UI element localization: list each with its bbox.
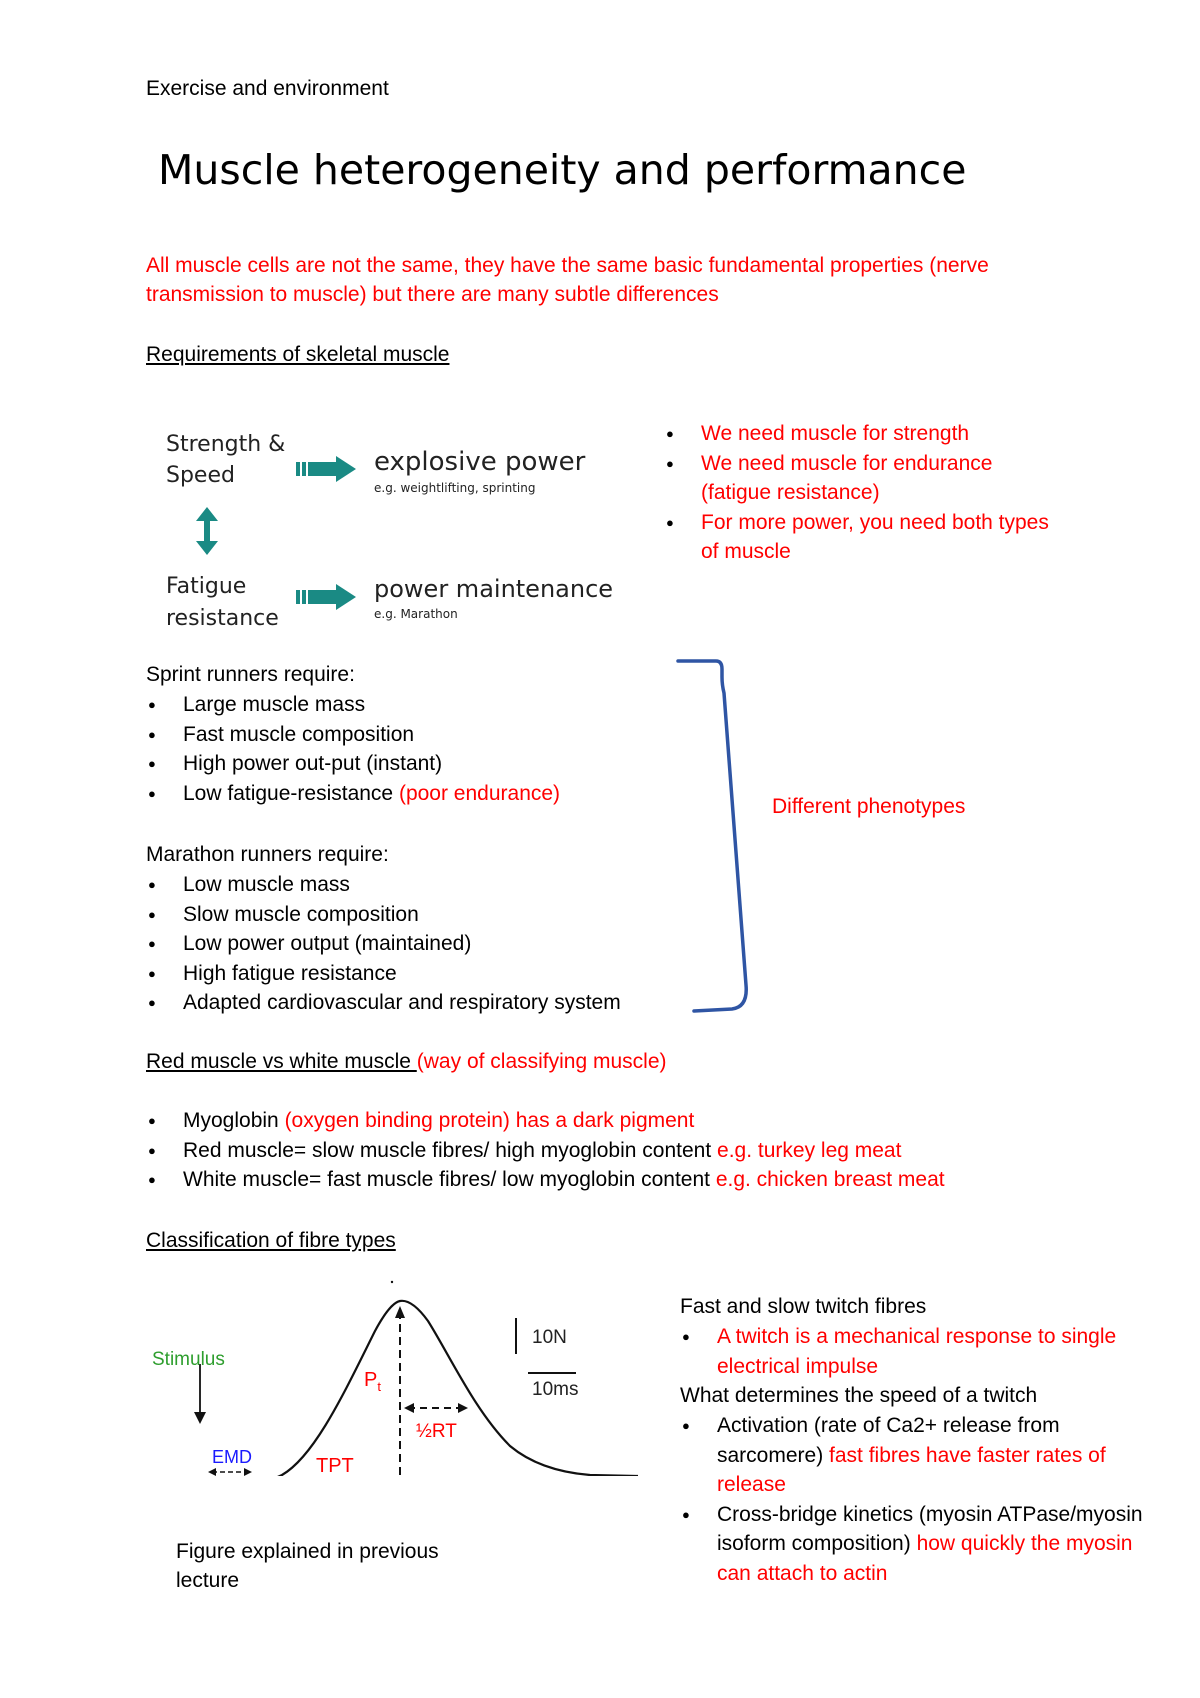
item-text-red: release	[717, 1473, 786, 1497]
pt-label	[364, 1368, 381, 1399]
item-text: White muscle= fast muscle fibres/ low myoglobin content	[183, 1168, 716, 1192]
classification-heading: Classification of fibre types	[146, 1229, 396, 1252]
marathon-heading: Marathon runners require:	[146, 843, 389, 866]
red-white-heading	[146, 1047, 667, 1076]
item-text: isoform composition)	[717, 1532, 917, 1556]
different-phenotypes-label: Different phenotypes	[772, 795, 966, 818]
power-maintenance-label: power maintenance	[374, 575, 614, 603]
emd-label: EMD	[212, 1447, 252, 1467]
tpt-label: TPT	[316, 1455, 354, 1477]
scale-time-label: 10ms	[532, 1379, 579, 1400]
figure-caption-2: lecture	[176, 1569, 240, 1592]
sprint-item: ● Large muscle mass	[146, 690, 560, 720]
red-white-list	[146, 1106, 945, 1195]
item-text-red: e.g. chicken breast meat	[715, 1168, 945, 1192]
strength-label-2: Speed	[166, 463, 235, 488]
item-text-red: (oxygen binding protein) has a dark pigment	[284, 1109, 695, 1132]
arrow-maintenance-icon	[296, 582, 358, 612]
requirements-heading: Requirements of skeletal muscle	[146, 343, 450, 366]
speed-item-activation	[680, 1411, 1143, 1500]
item-text-red: fast fibres have faster rates of	[829, 1443, 1106, 1467]
note-text: We need muscle for endurance	[701, 451, 993, 475]
sprint-item: ● High power out-put (instant)	[146, 749, 560, 779]
item-text: sarcomere)	[717, 1443, 830, 1467]
item-text-red: how quickly the myosin	[916, 1532, 1133, 1556]
intro-line-1: All muscle cells are not the same, they have the same basic fundamental properties (nerve	[146, 254, 989, 277]
page-title: Muscle heterogeneity and performance	[158, 146, 967, 194]
marathon-item: ● Adapted cardiovascular and respiratory system	[146, 988, 621, 1018]
marathon-item: ● Low muscle mass	[146, 870, 621, 900]
red-white-heading-text: Red muscle vs white muscle	[146, 1050, 417, 1073]
item-text-red: e.g. turkey leg meat	[717, 1138, 902, 1162]
marathon-item: ● Slow muscle composition	[146, 900, 621, 930]
sprint-heading: Sprint runners require:	[146, 663, 355, 686]
marathon-list	[146, 870, 621, 1018]
scale-force-label: 10N	[532, 1327, 567, 1348]
note-text: of muscle	[701, 540, 791, 564]
item-text-red: can attach to actin	[717, 1561, 888, 1585]
note-item	[664, 508, 1049, 567]
marathon-item: ● High fatigue resistance	[146, 959, 621, 989]
phenotype-bracket-icon	[672, 655, 752, 1017]
sprint-list	[146, 690, 560, 808]
double-arrow-icon	[194, 507, 220, 555]
speed-list	[680, 1411, 1143, 1589]
explosive-power-label: explosive power	[374, 447, 586, 477]
item-text: Activation (rate of Ca2+ release from	[717, 1414, 1060, 1437]
item-text: Myoglobin	[183, 1109, 285, 1132]
item-text: Red muscle= slow muscle fibres/ high myoglobin content	[183, 1138, 718, 1162]
intro-line-2: transmission to muscle) but there are many subtle differences	[146, 283, 719, 306]
maintenance-example: e.g. Marathon	[374, 607, 458, 621]
note-item	[664, 449, 1049, 508]
twitch-def-text: A twitch is a mechanical response to single	[717, 1325, 1117, 1348]
marathon-item: ● Low power output (maintained)	[146, 929, 621, 959]
course-header: Exercise and environment	[146, 77, 389, 100]
red-white-item	[146, 1136, 945, 1166]
sprint-item: ● Fast muscle composition	[146, 720, 560, 750]
requirements-notes	[664, 419, 1049, 567]
twitch-def-list	[680, 1322, 1116, 1381]
sprint-item-text: Low fatigue-resistance	[183, 781, 399, 805]
fatigue-label-2: resistance	[166, 606, 279, 631]
pt-text: P	[364, 1369, 378, 1391]
note-item: ● We need muscle for strength	[664, 419, 1049, 449]
fatigue-label-1: Fatigue	[166, 574, 247, 599]
half-rt-label: ½RT	[416, 1421, 457, 1442]
figure-caption-1: Figure explained in previous	[176, 1540, 439, 1563]
sprint-item-red: (poor endurance)	[398, 781, 561, 805]
twitch-heading: Fast and slow twitch fibres	[680, 1295, 927, 1318]
twitch-def-text: electrical impulse	[717, 1354, 879, 1378]
red-white-item	[146, 1165, 945, 1195]
requirements-diagram	[150, 425, 630, 640]
speed-heading: What determines the speed of a twitch	[680, 1384, 1038, 1407]
note-text: For more power, you need both types	[701, 510, 1049, 534]
stimulus-label: Stimulus	[152, 1349, 225, 1370]
twitch-figure	[150, 1276, 640, 1476]
red-white-heading-red: (way of classifying muscle)	[416, 1050, 667, 1073]
twitch-def-item	[680, 1322, 1116, 1381]
arrow-explosive-icon	[296, 454, 358, 484]
explosive-example: e.g. weightlifting, sprinting	[374, 481, 536, 495]
speed-item-crossbridge	[680, 1500, 1143, 1589]
note-text: (fatigue resistance)	[701, 481, 880, 505]
sprint-item	[146, 779, 560, 809]
red-white-item	[146, 1106, 945, 1136]
strength-label-1: Strength &	[166, 432, 286, 457]
pt-subscript: t	[377, 1379, 381, 1394]
item-text: Cross-bridge kinetics (myosin ATPase/myosin	[717, 1502, 1143, 1526]
